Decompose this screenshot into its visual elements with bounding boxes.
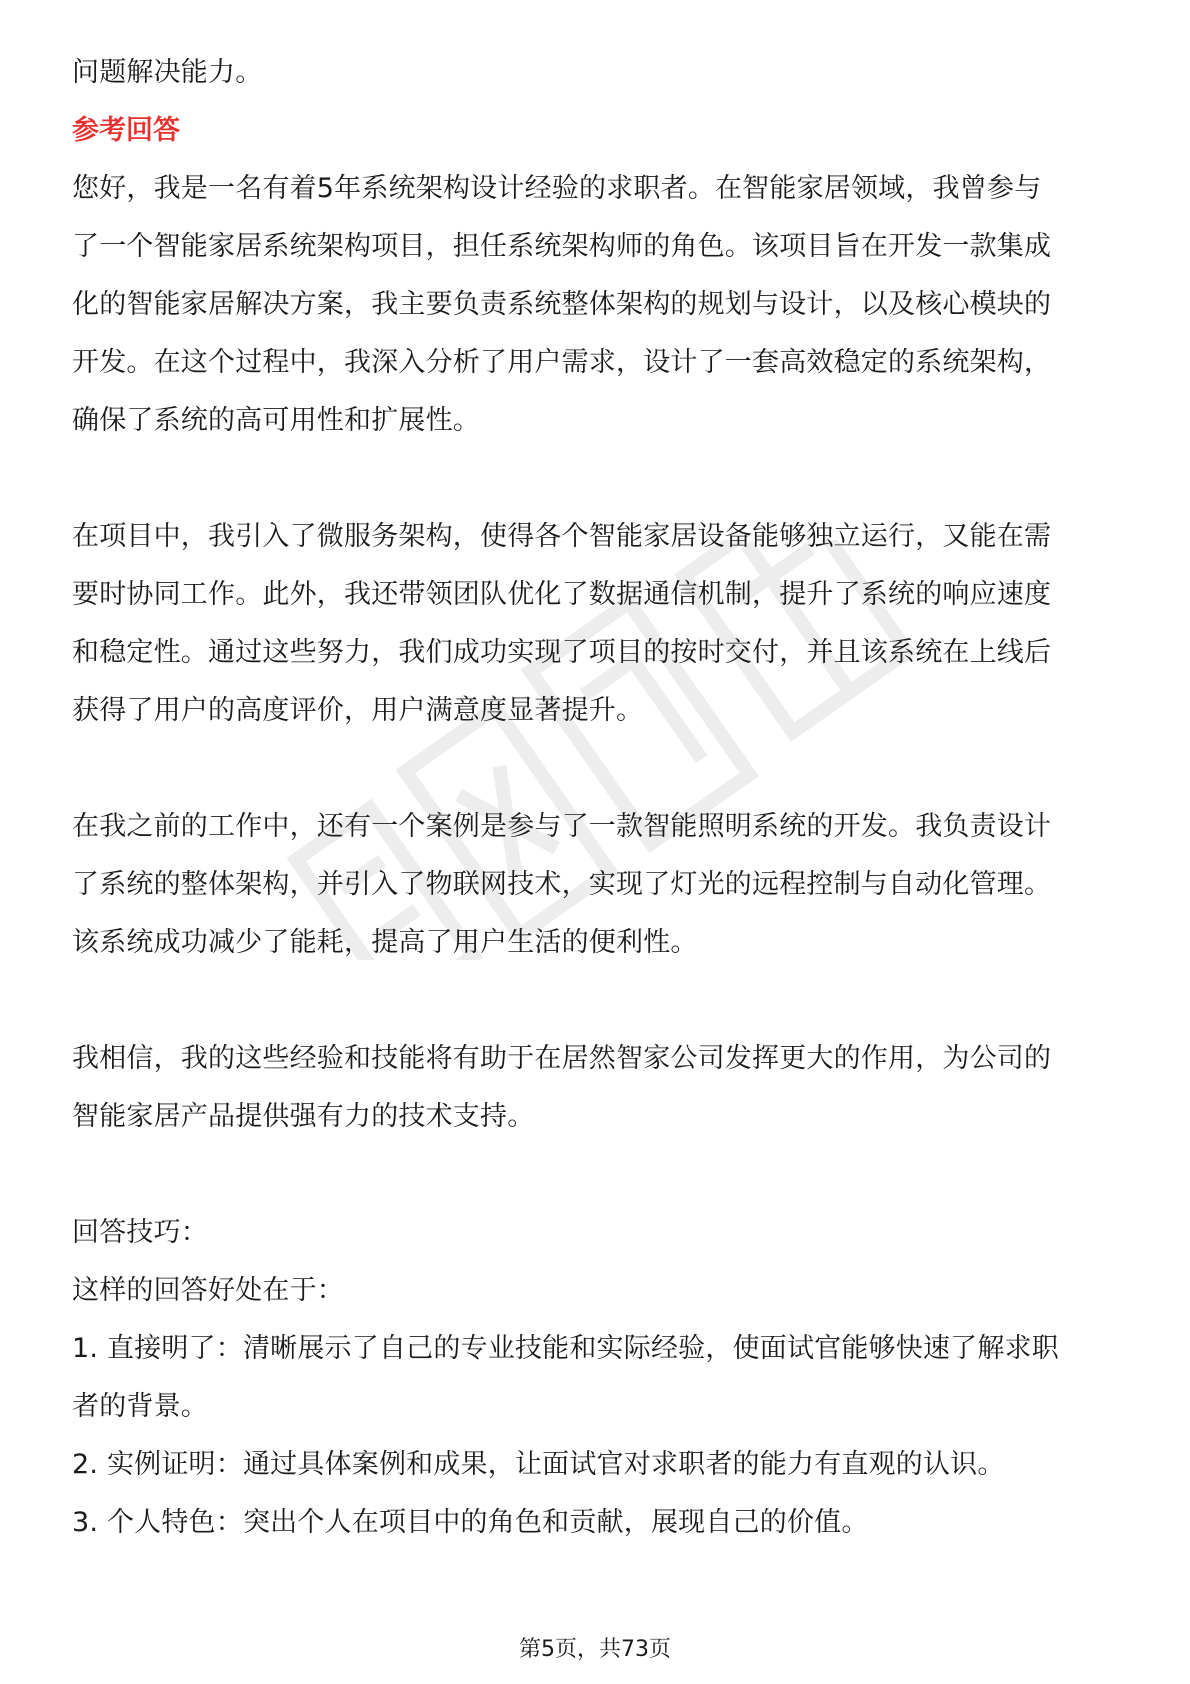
tips-heading: 回答技巧： — [72, 1217, 208, 1248]
tips-list — [72, 1320, 1118, 1552]
tip-item: 1. 直接明了：清晰展示了自己的专业技能和实际经验，使面试官能够快速了解求职 — [72, 1333, 1059, 1364]
paragraph-spacer — [72, 450, 1118, 508]
paragraph-spacer — [72, 1146, 1118, 1204]
answer-paragraph-3 — [72, 798, 1118, 972]
document-body — [72, 44, 1118, 1552]
paragraph-line: 智能家居产品提供强有力的技术支持。 — [72, 1101, 535, 1132]
paragraph-line: 了系统的整体架构，并引入了物联网技术，实现了灯光的远程控制与自动化管理。 — [72, 869, 1052, 900]
paragraph-spacer — [72, 740, 1118, 798]
answer-heading: 参考回答 — [72, 115, 180, 146]
paragraph-line: 在我之前的工作中，还有一个案例是参与了一款智能照明系统的开发。我负责设计 — [72, 811, 1052, 842]
paragraph-line: 要时协同工作。此外，我还带领团队优化了数据通信机制，提升了系统的响应速度 — [72, 579, 1052, 610]
tip-item: 3. 个人特色：突出个人在项目中的角色和贡献，展现自己的价值。 — [72, 1507, 869, 1538]
tip-item: 者的背景。 — [72, 1391, 208, 1422]
paragraph-line: 获得了用户的高度评价，用户满意度显著提升。 — [72, 695, 644, 726]
paragraph-line: 开发。在这个过程中，我深入分析了用户需求，设计了一套高效稳定的系统架构， — [72, 347, 1052, 378]
intro-tail-text: 问题解决能力。 — [72, 57, 263, 88]
paragraph-spacer — [72, 972, 1118, 1030]
page-number-footer: 第5页，共73页 — [519, 1637, 671, 1662]
answer-paragraph-4 — [72, 1030, 1118, 1146]
paragraph-line: 在项目中，我引入了微服务架构，使得各个智能家居设备能够独立运行，又能在需 — [72, 521, 1052, 552]
paragraph-line: 您好，我是一名有着5年系统架构设计经验的求职者。在智能家居领域，我曾参与 — [72, 173, 1042, 204]
paragraph-line: 了一个智能家居系统架构项目，担任系统架构师的角色。该项目旨在开发一款集成 — [72, 231, 1052, 262]
paragraph-line: 我相信，我的这些经验和技能将有助于在居然智家公司发挥更大的作用，为公司的 — [72, 1043, 1052, 1074]
paragraph-line: 和稳定性。通过这些努力，我们成功实现了项目的按时交付，并且该系统在上线后 — [72, 637, 1052, 668]
answer-paragraph-2 — [72, 508, 1118, 740]
paragraph-line: 确保了系统的高可用性和扩展性。 — [72, 405, 480, 436]
tip-item: 2. 实例证明：通过具体案例和成果，让面试官对求职者的能力有直观的认识。 — [72, 1449, 1005, 1480]
tips-intro: 这样的回答好处在于： — [72, 1275, 344, 1306]
paragraph-line: 化的智能家居解决方案，我主要负责系统整体架构的规划与设计，以及核心模块的 — [72, 289, 1052, 320]
paragraph-line: 该系统成功减少了能耗，提高了用户生活的便利性。 — [72, 927, 698, 958]
answer-paragraph-1 — [72, 160, 1118, 450]
